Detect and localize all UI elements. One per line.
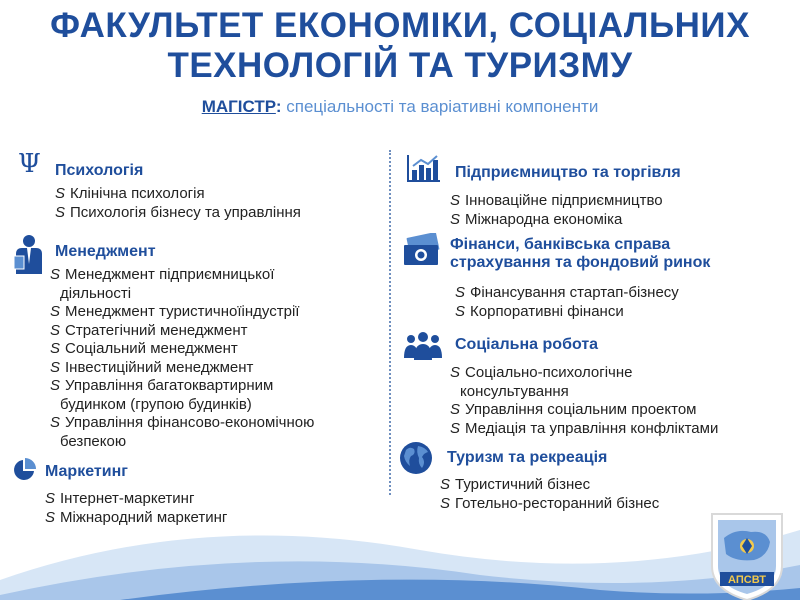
section-title-social-work: Соціальна робота	[455, 336, 599, 353]
section-title-management: Менеджмент	[55, 243, 156, 260]
list-item: S Готельно-ресторанний бізнес	[440, 494, 660, 512]
list-psychology	[55, 185, 301, 222]
logo-emblem	[706, 510, 788, 600]
page-subtitle: МАГІСТР: спеціальності та варіативні компоненти	[201, 97, 599, 116]
degree-label: МАГІСТР	[201, 97, 276, 116]
list-item: S Менеджмент підприємницької діяльності	[50, 266, 275, 302]
page-title-line-2: ТЕХНОЛОГІЙ ТА ТУРИЗМУ	[167, 46, 633, 85]
list-item: S Фінансування стартап-бізнесу	[455, 284, 679, 301]
list-item: S Міжнародний маркетинг	[45, 508, 228, 526]
money-icon	[402, 233, 442, 267]
list-item: S Інтернет-маркетинг	[45, 490, 195, 507]
psi-icon: Ψ	[18, 149, 41, 179]
list-item: S Інвестиційний менеджмент	[50, 358, 254, 376]
list-social-work	[450, 364, 718, 438]
list-item: S Міжнародна економіка	[450, 210, 623, 228]
subtitle-text: спеціальності та варіативні компоненти	[286, 97, 599, 116]
bar-chart-icon	[407, 154, 441, 182]
section-title-psychology: Психологія	[55, 162, 144, 179]
list-item: S Управління багатоквартирним будинком (групою будинків)	[50, 377, 274, 413]
decorative-wave	[0, 470, 800, 600]
list-item: S Управління фінансово-економічною безпекою	[50, 414, 315, 450]
logo-text: АПСВТ	[728, 574, 766, 586]
list-item: S Корпоративні фінанси	[455, 302, 624, 320]
list-item: S Соціально-психологічне консультування	[450, 364, 633, 400]
list-finance	[455, 284, 679, 321]
section-title-tourism: Туризм та рекреація	[447, 449, 608, 466]
people-group-icon	[403, 330, 443, 360]
section-title-marketing: Маркетинг	[45, 463, 128, 480]
list-item: S Медіація та управління конфліктами	[450, 419, 719, 437]
list-item: S Клінічна психологія	[55, 185, 205, 202]
manager-icon	[12, 234, 46, 274]
column-divider	[389, 150, 391, 495]
list-item: S Менеджмент туристичноїіндустрії	[50, 303, 300, 320]
list-item: S Інноваційне підприємництво	[450, 192, 663, 209]
list-item: S Туристичний бізнес	[440, 476, 591, 493]
list-item: S Стратегічний менеджмент	[50, 321, 248, 339]
list-management	[50, 266, 314, 451]
list-item: S Психологія бізнесу та управління	[55, 203, 301, 221]
section-title-finance: Фінанси, банківська справа страхування та фондовий ринок	[450, 236, 711, 271]
list-item: S Управління соціальним проектом	[450, 401, 697, 418]
list-item: S Соціальний менеджмент	[50, 340, 238, 357]
page-title-line-1: ФАКУЛЬТЕТ ЕКОНОМІКИ, СОЦІАЛЬНИХ	[50, 6, 750, 45]
list-entrepreneurship	[450, 192, 663, 229]
section-title-entrepreneurship: Підприємництво та торгівля	[455, 164, 681, 181]
